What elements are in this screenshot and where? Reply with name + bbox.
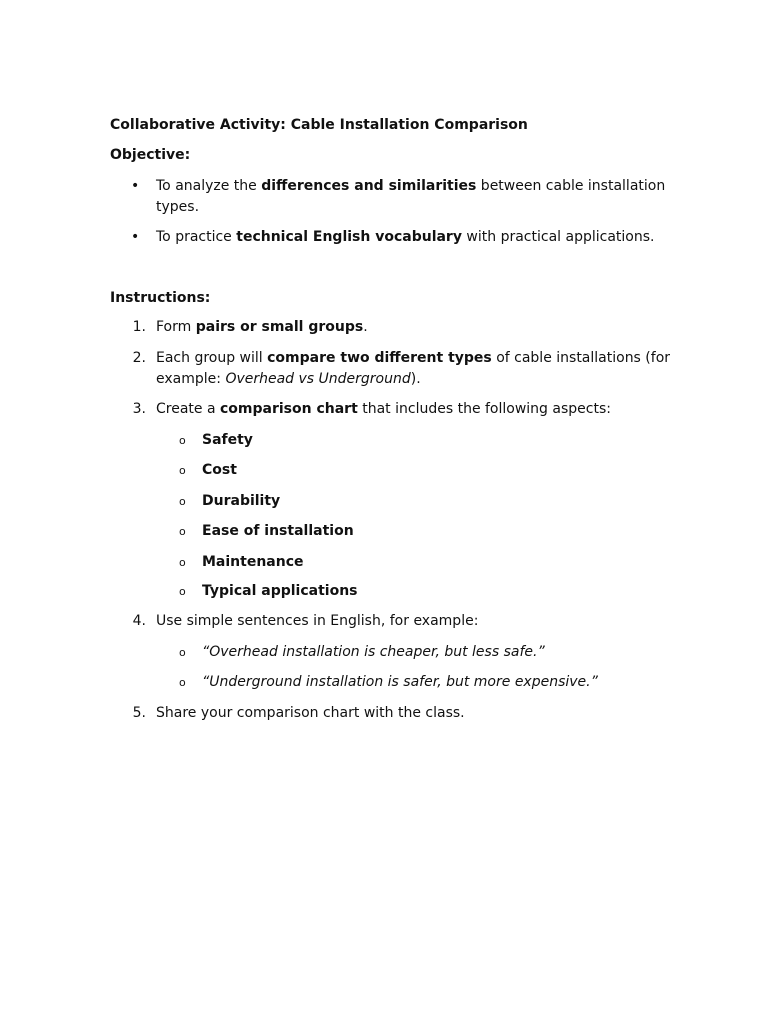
instruction-step-5: Share your comparison chart with the class.	[156, 705, 465, 721]
instruction-step-3: Create a comparison chart that includes the following aspects:	[156, 401, 611, 417]
instructions-heading: Instructions:	[110, 290, 211, 306]
instruction-step-4: Use simple sentences in English, for example:	[156, 613, 479, 629]
step-number: 5.	[132, 705, 146, 721]
aspect-item: Safety	[202, 432, 253, 448]
objective-heading: Objective:	[110, 147, 191, 163]
step-number: 4.	[132, 613, 146, 629]
example-sentence: “Underground installation is safer, but more expensive.”	[202, 674, 598, 690]
objective-bullet-1-cont: types.	[156, 199, 200, 215]
sub-bullet-marker: o	[179, 495, 186, 508]
bullet-marker: •	[131, 178, 140, 194]
sub-bullet-marker: o	[179, 676, 186, 689]
step-number: 2.	[132, 350, 146, 366]
sub-bullet-marker: o	[179, 464, 186, 477]
aspect-item: Maintenance	[202, 554, 304, 570]
bullet-marker: •	[131, 229, 140, 245]
objective-bullet-1: To analyze the differences and similarities between cable installation	[156, 178, 666, 194]
sub-bullet-marker: o	[179, 646, 186, 659]
sub-bullet-marker: o	[179, 585, 186, 598]
step-number: 1.	[132, 319, 146, 335]
document-title: Collaborative Activity: Cable Installation Comparison	[110, 117, 528, 133]
aspect-item: Durability	[202, 493, 281, 509]
step-number: 3.	[132, 401, 146, 417]
instruction-step-1: Form pairs or small groups.	[156, 319, 368, 335]
sub-bullet-marker: o	[179, 434, 186, 447]
example-sentence: “Overhead installation is cheaper, but less safe.”	[202, 644, 545, 660]
aspect-item: Cost	[202, 462, 237, 478]
instruction-step-2: Each group will compare two different types of cable installations (for	[156, 350, 671, 366]
sub-bullet-marker: o	[179, 556, 186, 569]
sub-bullet-marker: o	[179, 525, 186, 538]
objective-bullet-2: To practice technical English vocabulary with practical applications.	[156, 229, 655, 245]
instruction-step-2-cont: example: Overhead vs Underground).	[156, 371, 421, 387]
aspect-item: Ease of installation	[202, 523, 354, 539]
aspect-item: Typical applications	[202, 583, 358, 599]
